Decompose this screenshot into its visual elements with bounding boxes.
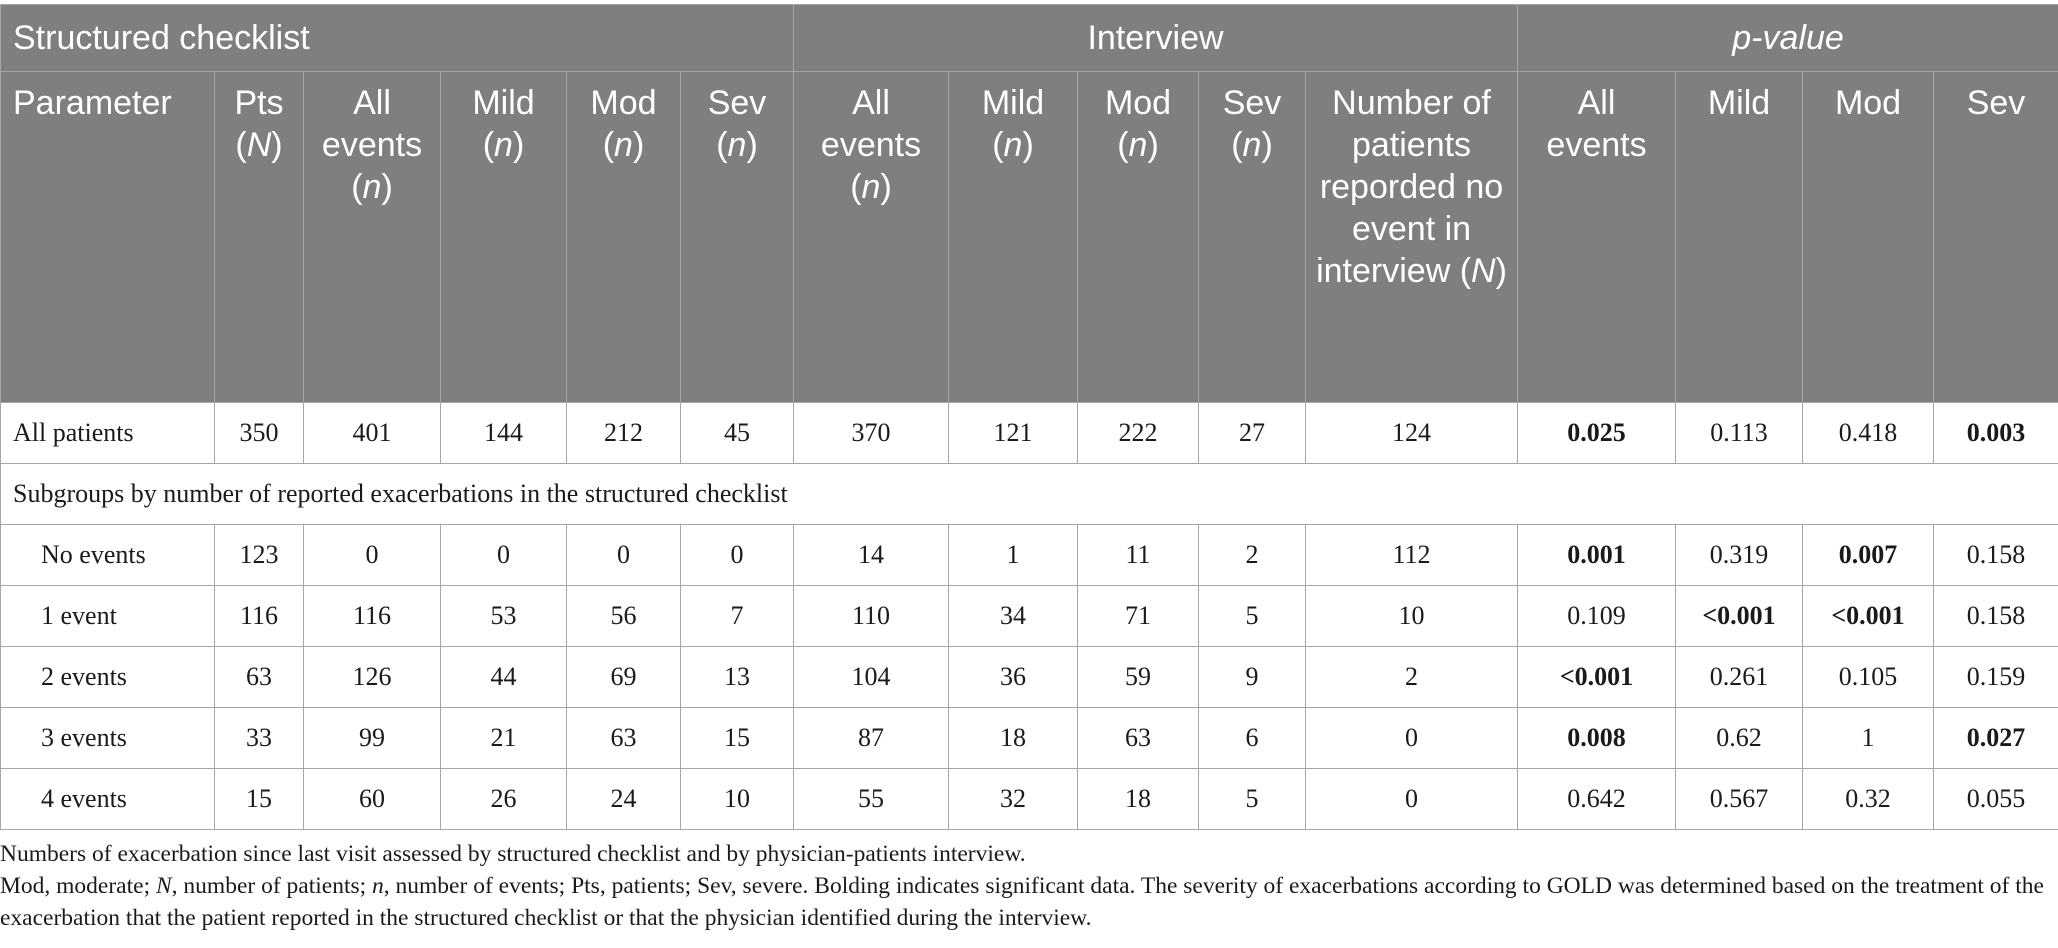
- cell-p-sev: 0.055: [1934, 769, 2058, 830]
- significant-value: 0.008: [1567, 723, 1626, 752]
- significant-value: 0.007: [1838, 540, 1898, 569]
- col-label: Mod: [1104, 84, 1172, 122]
- cell-interview-sev: 2: [1199, 525, 1306, 586]
- table-row-4-events: [1, 769, 2058, 830]
- cell-checklist-mild: 21: [441, 708, 567, 769]
- cell-checklist-sev: 0: [681, 525, 794, 586]
- col-checklist-mod: Mod (n): [567, 72, 681, 403]
- cell-checklist-all: 126: [304, 647, 441, 708]
- col-symbol: N: [1471, 252, 1496, 290]
- cell-p-mod: 1: [1803, 708, 1934, 769]
- col-label: Sev: [707, 84, 767, 122]
- col-symbol: n: [494, 126, 513, 164]
- abbr-n-cap: N: [155, 873, 172, 899]
- abbr-mod: Mod, moderate;: [0, 873, 156, 899]
- cell-p-mild: 0.62: [1676, 708, 1803, 769]
- cell-checklist-all: 401: [304, 403, 441, 464]
- significant-value: 0.025: [1567, 418, 1626, 447]
- cell-p-all: [1518, 647, 1676, 708]
- cell-p-mod: 0.32: [1803, 769, 1934, 830]
- cell-interview-mod: 63: [1078, 708, 1199, 769]
- cell-pts: 123: [215, 525, 304, 586]
- significant-value: 0.001: [1567, 540, 1626, 569]
- cell-interview-mild: 18: [949, 708, 1078, 769]
- cell-checklist-all: 116: [304, 586, 441, 647]
- cell-pts: 350: [215, 403, 304, 464]
- exacerbation-table: [0, 4, 2058, 830]
- abbr-n-cap-def: , number of patients;: [171, 873, 373, 899]
- col-interview-all-events: All events (n): [794, 72, 949, 403]
- cell-interview-all: 14: [794, 525, 949, 586]
- cell-checklist-all: 99: [304, 708, 441, 769]
- cell-checklist-mod: 63: [567, 708, 681, 769]
- cell-p-mild: 0.261: [1676, 647, 1803, 708]
- col-label: Number of patients reporded no event in interview: [1316, 84, 1504, 290]
- col-symbol: n: [861, 168, 881, 206]
- cell-interview-no-event: 124: [1306, 403, 1518, 464]
- row-label: No events: [1, 525, 215, 586]
- cell-checklist-mod: 0: [567, 525, 681, 586]
- cell-p-mod: 0.105: [1803, 647, 1934, 708]
- col-p-mild: Mild: [1676, 72, 1803, 403]
- cell-checklist-sev: 7: [681, 586, 794, 647]
- cell-p-all: [1518, 708, 1676, 769]
- footnote-caption: Numbers of exacerbation since last visit assessed by structured checklist and by physician-patients interview.: [0, 841, 1026, 867]
- col-pts-label: Pts: [234, 84, 284, 122]
- abbr-n-small-def: , number of events; Pts, patients; Sev, severe. Bolding indicates significant data. The severity of exacerbations according to GOLD was determined based on the treatment of the exacerbation that the patient reported in the structured checklist or that the physician identified during the interview.: [0, 873, 2044, 931]
- cell-interview-all: 370: [794, 403, 949, 464]
- cell-checklist-sev: 10: [681, 769, 794, 830]
- col-label: All events: [321, 84, 423, 164]
- col-label: Mod: [590, 84, 657, 122]
- cell-checklist-all: 60: [304, 769, 441, 830]
- cell-p-sev: 0.159: [1934, 647, 2058, 708]
- col-label: Mild: [981, 84, 1045, 122]
- table-row-all-patients: [1, 403, 2058, 464]
- cell-p-mod: 0.418: [1803, 403, 1934, 464]
- col-pts: Pts (N): [215, 72, 304, 403]
- significant-value: <0.001: [1559, 662, 1634, 691]
- col-symbol: n: [362, 168, 382, 206]
- column-header-row: [1, 72, 2058, 403]
- col-symbol: n: [1003, 126, 1023, 164]
- cell-checklist-sev: 45: [681, 403, 794, 464]
- cell-interview-mod: 18: [1078, 769, 1199, 830]
- group-interview: Interview: [794, 5, 1518, 72]
- cell-interview-mod: 59: [1078, 647, 1199, 708]
- cell-checklist-mild: 26: [441, 769, 567, 830]
- cell-interview-no-event: 0: [1306, 708, 1518, 769]
- cell-p-all: [1518, 525, 1676, 586]
- col-symbol: n: [1128, 126, 1148, 164]
- cell-interview-sev: 9: [1199, 647, 1306, 708]
- cell-interview-mild: 36: [949, 647, 1078, 708]
- cell-interview-sev: 5: [1199, 586, 1306, 647]
- row-label: 2 events: [1, 647, 215, 708]
- cell-p-all: [1518, 403, 1676, 464]
- col-parameter: Parameter: [1, 72, 215, 403]
- cell-pts: 63: [215, 647, 304, 708]
- cell-interview-no-event: 0: [1306, 769, 1518, 830]
- cell-interview-all: 55: [794, 769, 949, 830]
- cell-interview-all: 104: [794, 647, 949, 708]
- table-container: [0, 4, 2058, 934]
- abbr-n-small: n: [372, 873, 384, 899]
- cell-checklist-mod: 56: [567, 586, 681, 647]
- cell-interview-mild: 1: [949, 525, 1078, 586]
- significant-value: <0.001: [1702, 601, 1776, 630]
- table-footnotes: [0, 830, 2050, 934]
- significant-value: <0.001: [1831, 601, 1905, 630]
- col-label: Mild: [472, 84, 535, 122]
- table-row-no-events: [1, 525, 2058, 586]
- col-symbol: n: [727, 126, 747, 164]
- cell-p-mild: 0.567: [1676, 769, 1803, 830]
- cell-interview-sev: 5: [1199, 769, 1306, 830]
- cell-interview-sev: 27: [1199, 403, 1306, 464]
- col-p-mod: Mod: [1803, 72, 1934, 403]
- cell-interview-all: 87: [794, 708, 949, 769]
- col-interview-no-event: Number of patients reporded no event in interview (N): [1306, 72, 1518, 403]
- col-pts-symbol: N: [246, 126, 272, 164]
- cell-checklist-mild: 144: [441, 403, 567, 464]
- col-p-all-events: All events: [1518, 72, 1676, 403]
- cell-interview-no-event: 2: [1306, 647, 1518, 708]
- cell-interview-mild: 32: [949, 769, 1078, 830]
- col-checklist-all-events: All events (n): [304, 72, 441, 403]
- row-label: All patients: [1, 403, 215, 464]
- group-p-value: p-value: [1518, 5, 2058, 72]
- cell-checklist-sev: 13: [681, 647, 794, 708]
- significant-value: 0.027: [1966, 723, 2026, 752]
- col-label: Sev: [1222, 84, 1282, 122]
- cell-p-mild: [1676, 586, 1803, 647]
- cell-pts: 15: [215, 769, 304, 830]
- col-checklist-sev: Sev (n): [681, 72, 794, 403]
- cell-interview-mod: 11: [1078, 525, 1199, 586]
- table-row-2-events: [1, 647, 2058, 708]
- footnote-abbreviations: [0, 870, 2050, 934]
- cell-p-mild: 0.113: [1676, 403, 1803, 464]
- subgroup-title: Subgroups by number of reported exacerbations in the structured checklist: [1, 464, 2058, 525]
- cell-interview-no-event: 112: [1306, 525, 1518, 586]
- col-interview-mild: Mild (n): [949, 72, 1078, 403]
- cell-checklist-mod: 24: [567, 769, 681, 830]
- cell-p-all: 0.109: [1518, 586, 1676, 647]
- row-label: 1 event: [1, 586, 215, 647]
- col-label: All events: [820, 84, 922, 164]
- significant-value: 0.003: [1966, 418, 2026, 447]
- cell-interview-mod: 71: [1078, 586, 1199, 647]
- col-interview-sev: Sev (n): [1199, 72, 1306, 403]
- cell-p-mild: 0.319: [1676, 525, 1803, 586]
- cell-interview-no-event: 10: [1306, 586, 1518, 647]
- col-symbol: n: [1242, 126, 1262, 164]
- group-header-row: [1, 5, 2058, 72]
- group-structured-checklist: Structured checklist: [1, 5, 794, 72]
- cell-checklist-all: 0: [304, 525, 441, 586]
- cell-checklist-mild: 0: [441, 525, 567, 586]
- cell-interview-sev: 6: [1199, 708, 1306, 769]
- cell-p-sev: [1934, 403, 2058, 464]
- cell-pts: 116: [215, 586, 304, 647]
- col-checklist-mild: Mild (n): [441, 72, 567, 403]
- cell-p-sev: 0.158: [1934, 525, 2058, 586]
- cell-checklist-mild: 53: [441, 586, 567, 647]
- col-interview-mod: Mod (n): [1078, 72, 1199, 403]
- table-row-subgroup-title: [1, 464, 2058, 525]
- cell-p-all: 0.642: [1518, 769, 1676, 830]
- cell-pts: 33: [215, 708, 304, 769]
- cell-checklist-sev: 15: [681, 708, 794, 769]
- cell-interview-all: 110: [794, 586, 949, 647]
- cell-checklist-mild: 44: [441, 647, 567, 708]
- table-row-1-event: [1, 586, 2058, 647]
- cell-p-sev: 0.158: [1934, 586, 2058, 647]
- row-label: 3 events: [1, 708, 215, 769]
- col-symbol: n: [614, 126, 633, 164]
- cell-checklist-mod: 69: [567, 647, 681, 708]
- row-label: 4 events: [1, 769, 215, 830]
- table-row-3-events: [1, 708, 2058, 769]
- cell-checklist-mod: 212: [567, 403, 681, 464]
- cell-p-mod: [1803, 525, 1934, 586]
- cell-interview-mod: 222: [1078, 403, 1199, 464]
- cell-interview-mild: 121: [949, 403, 1078, 464]
- cell-p-sev: [1934, 708, 2058, 769]
- cell-interview-mild: 34: [949, 586, 1078, 647]
- col-p-sev: Sev: [1934, 72, 2058, 403]
- cell-p-mod: [1803, 586, 1934, 647]
